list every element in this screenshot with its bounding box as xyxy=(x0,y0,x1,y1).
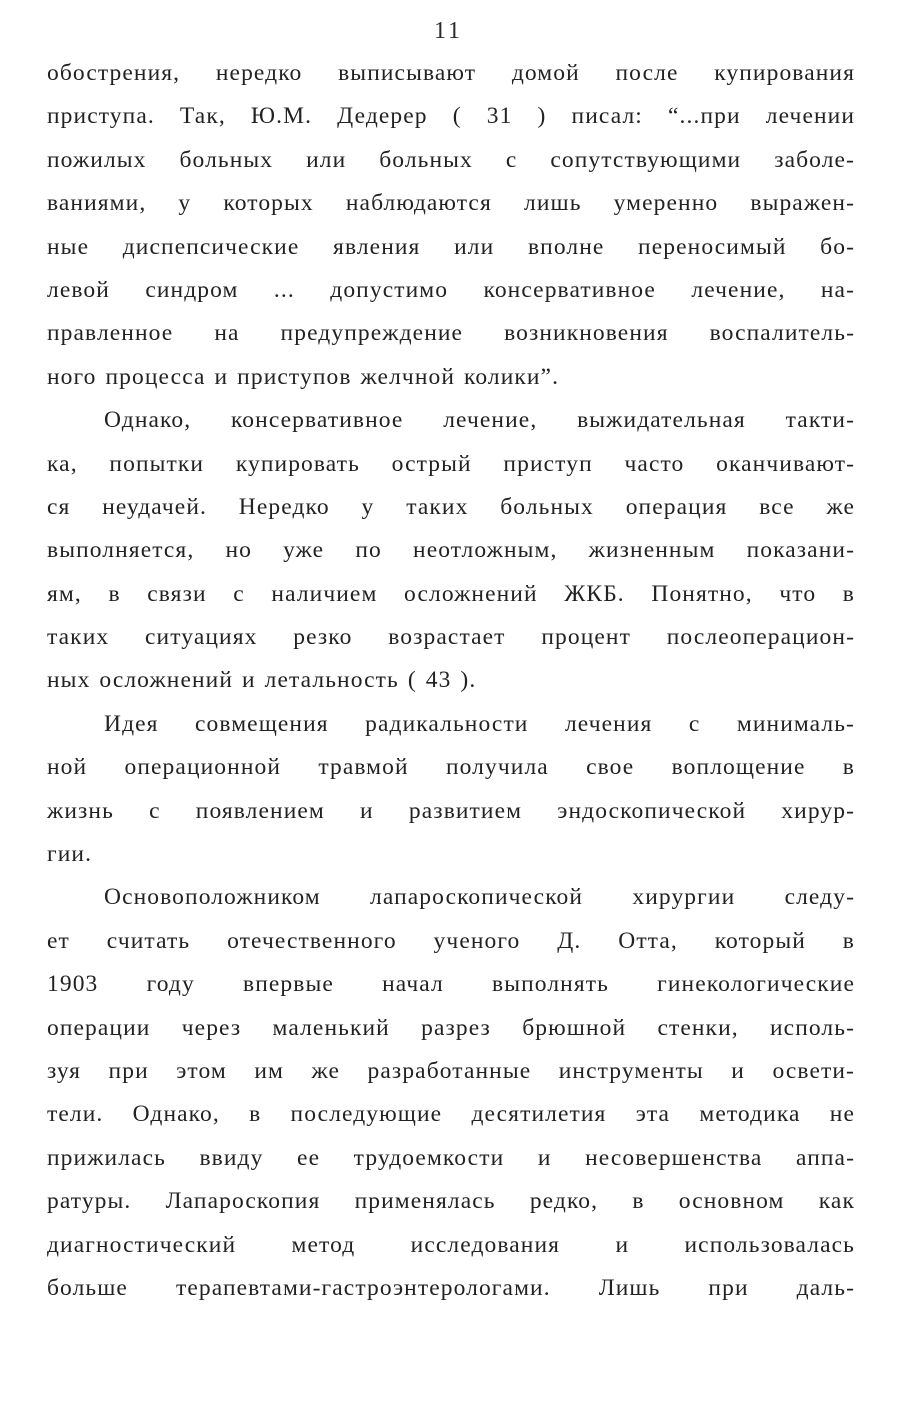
text-line: ратуры. Лапароскопия применялась редко, в основном как xyxy=(47,1188,855,1215)
paragraph-2 xyxy=(47,399,855,703)
text-line: Основоположником лапароскопической хирургии следу- xyxy=(104,884,855,911)
text-body xyxy=(47,52,855,1310)
text-line: пожилых больных или больных с сопутствующими заболе- xyxy=(47,146,855,173)
text-line: диагностический метод исследования и использовалась xyxy=(47,1231,855,1258)
text-line: ной операционной травмой получила свое воплощение в xyxy=(47,754,855,781)
text-line: больше терапевтами-гастроэнтерологами. Лишь при даль- xyxy=(47,1274,855,1301)
text-line: Однако, консервативное лечение, выжидательная такти- xyxy=(104,407,855,434)
text-line: левой синдром ... допустимо консервативное лечение, на- xyxy=(47,276,855,303)
text-line: правленное на предупреждение возникновения воспалитель- xyxy=(47,320,855,347)
text-line: зуя при этом им же разработанные инструменты и освети- xyxy=(47,1057,855,1084)
paragraph-1 xyxy=(47,52,855,399)
paragraph-3 xyxy=(47,703,855,877)
text-line: прижилась ввиду ее трудоемкости и несовершенства аппа- xyxy=(47,1144,855,1171)
text-line: жизнь с появлением и развитием эндоскопической хирур- xyxy=(47,797,855,824)
text-line: ного процесса и приступов желчной колики”. xyxy=(47,363,560,390)
page-number: 11 xyxy=(433,18,464,44)
text-line: приступа. Так, Ю.М. Дедерер ( 31 ) писал: “...при лечении xyxy=(47,103,855,130)
text-line: ям, в связи с наличием осложнений ЖКБ. Понятно, что в xyxy=(47,580,855,607)
text-line: ные диспепсические явления или вполне переносимый бо- xyxy=(47,233,855,260)
text-line: выполняется, но уже по неотложным, жизненным показани- xyxy=(47,537,855,564)
text-line: ка, попытки купировать острый приступ часто оканчивают- xyxy=(47,450,855,477)
text-line: Идея совмещения радикальности лечения с минималь- xyxy=(104,710,855,737)
text-line: ваниями, у которых наблюдаются лишь умеренно выражен- xyxy=(47,190,855,217)
text-line: 1903 году впервые начал выполнять гинекологические xyxy=(47,971,855,998)
text-line: обострения, нередко выписывают домой после купирования xyxy=(47,60,855,86)
text-line: ся неудачей. Нередко у таких больных операция все же xyxy=(47,493,855,520)
text-line: ных осложнений и летальность ( 43 ). xyxy=(47,667,477,694)
text-line: ет считать отечественного ученого Д. Отта, который в xyxy=(47,927,855,954)
text-line: операции через маленький разрез брюшной стенки, исполь- xyxy=(47,1014,855,1041)
text-line: гии. xyxy=(47,841,93,868)
text-line: таких ситуациях резко возрастает процент послеоперацион- xyxy=(47,624,855,651)
paragraph-4 xyxy=(47,876,855,1310)
text-line: тели. Однако, в последующие десятилетия эта методика не xyxy=(47,1101,855,1128)
